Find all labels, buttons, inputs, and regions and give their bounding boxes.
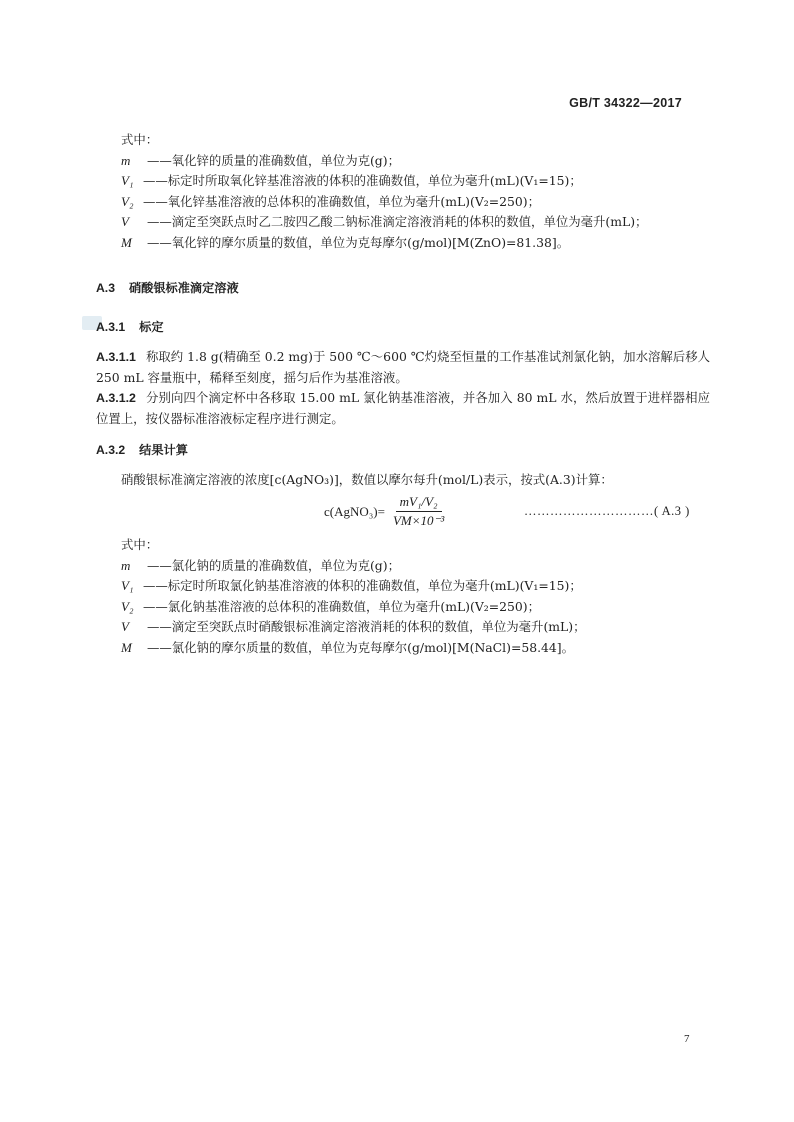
variable-symbol: M: [121, 639, 132, 655]
variable-item: [121, 151, 701, 172]
section-title: 结果计算: [139, 443, 188, 457]
variable-symbol: V: [121, 619, 129, 635]
section-title: 硝酸银标准滴定溶液: [128, 281, 239, 295]
variable-item: [121, 233, 701, 254]
variable-list-zno: [121, 130, 701, 254]
variable-desc: ——氧化锌基准溶液的总体积的准确数值，单位为毫升(mL)(V₂=250)；: [143, 193, 541, 209]
section-number: A.3.2: [96, 443, 126, 457]
where-label: 式中：: [121, 132, 159, 147]
variable-desc: ——标定时所取氯化钠基准溶液的体积的准确数值，单位为毫升(mL)(V₁=15)；: [143, 578, 582, 594]
variable-desc: ——氧化锌的摩尔质量的数值，单位为克每摩尔(g/mol)[M(ZnO)=81.38]。: [143, 234, 570, 250]
section-title: 标定: [139, 320, 164, 334]
variable-symbol: V₂: [121, 598, 134, 614]
variable-symbol: m: [121, 152, 131, 168]
clause-text: 分别向四个滴定杯中各移取 15.00 mL 氯化钠基准溶液，并各加入 80 mL 水，然后放置于进样器相应位置上，按仪器标准溶液标定程序进行测定。: [96, 390, 710, 426]
clause-number: A.3.1.1: [96, 350, 136, 364]
formula-lhs: c(AgNO₃)=: [324, 503, 385, 519]
formula-a3: [324, 494, 448, 529]
variable-desc: ——标定时所取氧化锌基准溶液的体积的准确数值，单位为毫升(mL)(V₁=15)；: [143, 173, 582, 189]
formula-number: …………………………( A.3 ): [524, 504, 690, 518]
formula-fraction: [389, 494, 448, 529]
variable-item: [121, 171, 701, 192]
section-heading-a32: [96, 441, 188, 458]
standard-number: GB/T 34322—2017: [569, 96, 682, 110]
where-label: 式中：: [121, 537, 159, 552]
variable-item: [121, 192, 701, 213]
variable-symbol: M: [121, 234, 132, 250]
variable-symbol: V₂: [121, 193, 134, 209]
variable-item: [121, 597, 701, 618]
variable-symbol: V₁: [121, 173, 134, 189]
variable-desc: ——氧化锌的质量的准确数值，单位为克(g)；: [143, 152, 400, 168]
calculation-text: 硝酸银标准滴定溶液的浓度[c(AgNO₃)]，数值以摩尔每升(mol/L)表示，按式(A.3)计算：: [121, 472, 613, 487]
calculation-intro: [121, 470, 701, 491]
paragraph-a311: [96, 347, 710, 388]
variable-symbol: m: [121, 557, 131, 573]
variable-item: [121, 212, 701, 233]
variable-desc: ——滴定至突跃点时乙二胺四乙酸二钠标准滴定溶液消耗的体积的数值，单位为毫升(mL)；: [143, 214, 648, 230]
formula-denominator: VM×10⁻³: [392, 513, 445, 528]
page-number: 7: [684, 1033, 690, 1045]
variable-desc: ——滴定至突跃点时硝酸银标准滴定溶液消耗的体积的数值，单位为毫升(mL)；: [143, 619, 586, 635]
variable-desc: ——氯化钠基准溶液的总体积的准确数值，单位为毫升(mL)(V₂=250)；: [143, 598, 541, 614]
section-number: A.3: [96, 281, 115, 295]
variable-list-nacl: [121, 535, 701, 659]
variable-item: [121, 617, 701, 638]
formula-numerator: mV₁/V₂: [396, 494, 442, 512]
paragraph-a312: [96, 388, 710, 429]
variable-symbol: V₁: [121, 578, 134, 594]
variable-desc: ——氯化钠的质量的准确数值，单位为克(g)；: [143, 557, 400, 573]
variable-symbol: V: [121, 214, 129, 230]
variable-item: [121, 576, 701, 597]
clause-text: 称取约 1.8 g(精确至 0.2 mg)于 500 ℃～600 ℃灼烧至恒量的工作基准试剂氯化钠，加水溶解后移人 250 mL 容量瓶中，稀释至刻度，摇匀后作为基准溶液。: [96, 349, 710, 385]
section-heading-a3: [96, 279, 239, 296]
clause-number: A.3.1.2: [96, 391, 136, 405]
section-number: A.3.1: [96, 320, 126, 334]
section-heading-a31: [96, 318, 164, 335]
variable-item: [121, 638, 701, 659]
variable-desc: ——氯化钠的摩尔质量的数值，单位为克每摩尔(g/mol)[M(NaCl)=58.44]。: [143, 639, 575, 655]
variable-item: [121, 556, 701, 577]
